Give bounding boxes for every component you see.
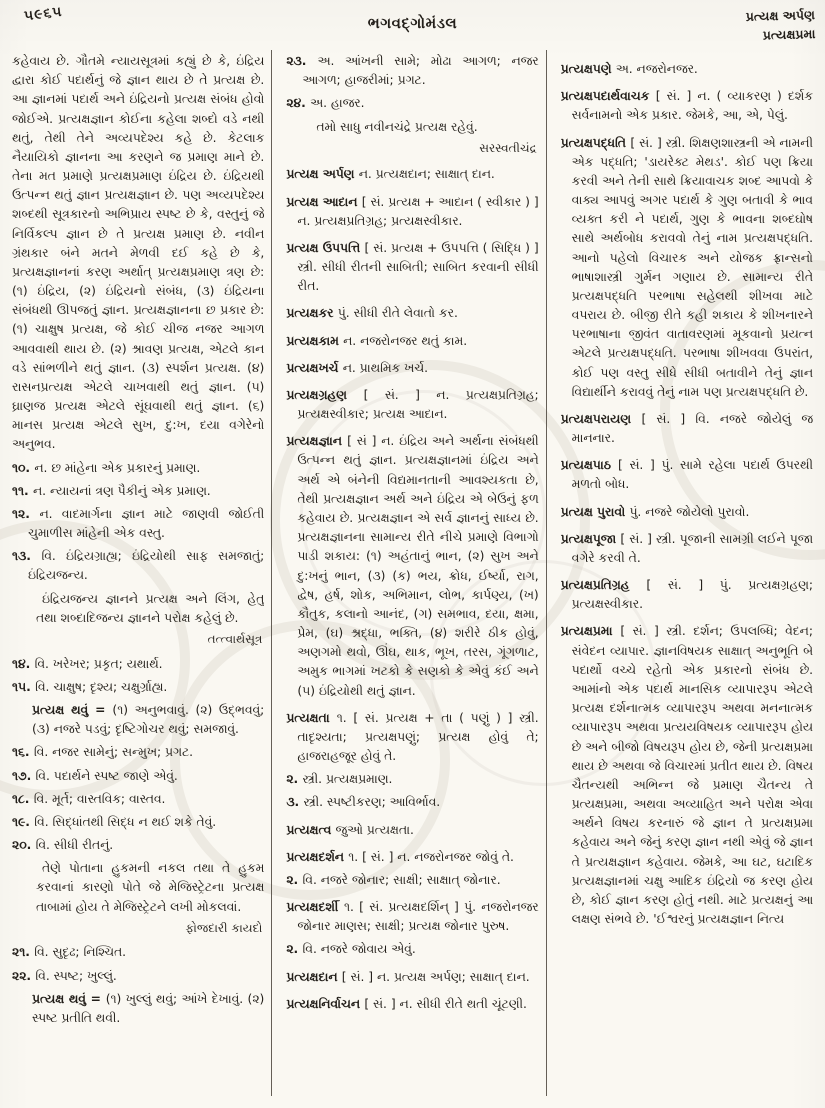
block-entry: પ્રત્યક્ષતા ૧. [ સં. પ્રત્યક્ષ + તા ( પણું ) ] સ્ત્રી. તાદૃશ્યતા; પ્રત્યક્ષપણું; પ્રત્યક્ષ હોવું તે; હાજરાહજૂર હોવું તે. — [286, 710, 539, 764]
page-number: ૫૯૬૫ — [23, 3, 64, 25]
block-sense: ૧૬. વિ. નજર સામેનું; સન્મુખ; પ્રગટ. — [12, 745, 194, 760]
block-quote: ઇંદ્રિયજન્ય જ્ઞાનને પ્રત્યક્ષ અને લિંગ, હેતુ તથા શબ્દાદિજન્ય જ્ઞાનને પરોક્ષ કહેલું છે. — [36, 591, 265, 625]
headword: પ્રત્યક્ષકર — [286, 306, 338, 321]
block-attribution: તત્ત્વાર્થસૂત્ર — [207, 631, 263, 646]
block-entry: પ્રત્યક્ષ પુરાવો પું. નજરે જોયેલો પુરાવો. — [560, 504, 750, 519]
headword: પ્રત્યક્ષ પુરાવો — [560, 504, 630, 519]
sense-number: ૩. — [286, 795, 304, 810]
block-attribution: સરસ્વતીચંદ્ર — [479, 140, 537, 155]
sense-number: ૧૬. — [12, 745, 34, 760]
sense-number: ૧૫. — [12, 679, 36, 694]
sense-number: ૧૦. — [12, 460, 35, 475]
block-sense: ૧૧. ન. ન્યાયનાં ત્રણ પૈકીનું એક પ્રમાણ. — [12, 483, 211, 498]
block-sense: ૧૪. વિ. ખરેખર; પ્રકૃત; યથાર્થ. — [12, 656, 163, 671]
block-entry: પ્રત્યક્ષખર્ચ ન. પ્રાથમિક ખર્ચ. — [286, 360, 428, 375]
sense-number: ૨૧. — [12, 945, 35, 960]
block-sense: ૨૧. વિ. સુદૃઢ; નિશ્ચિત. — [12, 945, 127, 960]
guide-word-bottom: પ્રત્યક્ષપ્રમા — [762, 26, 816, 43]
guide-words — [745, 5, 815, 46]
sense-number: ૨૨. — [12, 968, 36, 983]
headword: પ્રત્યક્ષનિર્વાચન — [286, 996, 365, 1011]
headword: પ્રત્યક્ષપદાર્થવાચક — [560, 89, 656, 104]
block-para: કહેવાય છે. ગૌતમે ન્યાયસૂત્રમાં કહ્યું છે કે, ઇંદ્રિય દ્વારા કોઈ પદાર્થનું જે જ્ઞાન થાય છે તે પ્રત્યક્ષ છે. આ જ્ઞાનમાં પદાર્થ અને ઇંદ્રિયનો પ્રત્યક્ષ સંબંધ હોવો જોઈએ. પ્રત્યક્ષજ્ઞાન કોઈના કહેલા શબ્દો વડે નથી થતું, તેથી તેને અવ્યપદેશ્ય કહે છે. કેટલાક નૈયાયિકો જ્ઞાનના આ કરણને જ પ્રમાણ માને છે. તેના મત પ્રમાણે પ્રત્યક્ષપ્રમાણ ઇંદ્રિય છે. ઇંદ્રિયથી ઉત્પન્ન થતું જ્ઞાન પ્રત્યક્ષજ્ઞાન છે. પણ અવ્યપદેશ્ય શબ્દથી સૂત્રકારનો અભિપ્રાય સ્પષ્ટ છે કે, વસ્તુનું જે નિર્વિકલ્પ જ્ઞાન છે તે પ્રત્યક્ષ પ્રમાણ છે. નવીન ગ્રંથકાર બંને મતને મેળવી દઈ કહે છે કે, પ્રત્યક્ષજ્ઞાનનાં કરણ અર્થાત્ પ્રત્યક્ષપ્રમાણ ત્રણ છે: (૧) ઇંદ્રિય, (૨) ઇંદ્રિયનો સંબંધ, (૩) ઇંદ્રિયના સંબંધથી ઊપજતું જ્ઞાન. પ્રત્યક્ષજ્ઞાનના છ પ્રકાર છે: (૧) ચાક્ષુષ પ્રત્યક્ષ, જે કોઈ ચીજ નજર આગળ આવવાથી થાય છે. (૨) શ્રાવણ પ્રત્યક્ષ, એટલે કાન વડે સાંભળીને થતું જ્ઞાન. (૩) સ્પર્શન પ્રત્યક્ષ. (૪) રાસનપ્રત્યક્ષ એટલે ચાખવાથી થતું જ્ઞાન. (૫) ઘ્રાણજ પ્રત્યક્ષ એટલે સૂંઘવાથી થતું જ્ઞાન. (૬) માનસ પ્રત્યક્ષ એટલે સુખ, દુ:ખ, દયા વગેરેનો અનુભવ. — [12, 54, 265, 452]
block-sense: ૨. વિ. નજરે જોવાય એવું. — [286, 942, 416, 957]
block-idiom: પ્રત્યક્ષ થવું = (૧) ખુલ્લું થવું; આંખે દેખાવું. (૨) સ્પષ્ટ પ્રતીતિ થવી. — [32, 991, 265, 1025]
block-sense: ૧૭. વિ. પદાર્થને સ્પષ્ટ જાણે એવું. — [12, 768, 178, 783]
block-entry: પ્રત્યક્ષનિર્વાચન [ સં. ] ન. સીધી રીતે થતી ચૂંટણી. — [286, 996, 527, 1011]
block-entry: પ્રત્યક્ષદર્શન ૧. [ સં. ] ન. નજરોનજર જોવું તે. — [286, 849, 514, 864]
block-sense: ૨૩. અ. આંખની સામે; મોઢા આગળ; નજર આગળ; હાજરીમાં; પ્રગટ. — [286, 54, 539, 88]
sense-number: ૧૪. — [12, 656, 35, 671]
sense-number: ૧૨. — [12, 506, 40, 521]
page-title: ભગવદ્ગોમંડલ — [367, 14, 458, 32]
headword: પ્રત્યક્ષપરાયણ — [560, 411, 642, 426]
sense-number: ૧૯. — [12, 814, 35, 829]
sense-number: ૧૭. — [12, 768, 36, 783]
block-sense: ૩. સ્ત્રી. સ્પષ્ટીકરણ; આવિર્ભાવ. — [286, 795, 441, 810]
sense-number: ૧૩. — [12, 549, 42, 564]
column-1 — [12, 52, 264, 1098]
headword: પ્રત્યક્ષદર્શન — [286, 849, 349, 864]
block-sense: ૧૩. વિ. ઇંદ્રિયગ્રાહ્ય; ઇંદ્રિયોથી સાફ સમજાતું; ઇંદ્રિયજન્ય. — [12, 549, 265, 583]
block-entry: પ્રત્યક્ષપણે અ. નજરોનજર. — [560, 62, 698, 76]
block-entry: પ્રત્યક્ષપ્રતિગ્રહ [ સં. ] પું. પ્રત્યક્ષગ્રહણ; પ્રત્યક્ષસ્વીકાર. — [560, 578, 813, 612]
headword: પ્રત્યક્ષ આદાન — [286, 194, 362, 209]
sense-number: ૧૧. — [12, 483, 34, 498]
block-sense: ૨૪. અ. હાજર. — [286, 96, 365, 111]
idiom-lead: પ્રત્યક્ષ થવું = — [32, 991, 106, 1006]
sense-number: ૨. — [286, 872, 303, 887]
columns — [12, 52, 813, 1098]
idiom-lead: પ્રત્યક્ષ થવું = — [32, 703, 113, 718]
block-entry: પ્રત્યક્ષપરાયણ [ સં. ] વિ. નજરે જોયેલું જ માનનાર. — [560, 411, 813, 446]
block-sense: ૧૨. ન. વાદમાર્ગના જ્ઞાન માટે જાણવી જોઈતી ચુમાળીસ માંહેની એક વસ્તુ. — [12, 506, 265, 541]
block-entry: પ્રત્યક્ષત્વ જુઓ પ્રત્યક્ષતા. — [286, 822, 414, 837]
block-entry: પ્રત્યક્ષજ્ઞાન [ સં ] ન. ઇંદ્રિય અને અર્થના સંબંધથી ઉત્પન્ન થતું જ્ઞાન. પ્રત્યક્ષજ્ઞાનમાં ઇંદ્રિય અને અર્થ એ બંનેની વિદ્યમાનતાની આવશ્યકતા છે, તેથી પ્રત્યક્ષજ્ઞાન અર્થ અને ઇંદ્રિય એ બેઉનું ફળ કહેવાય છે. પ્રત્યક્ષજ્ઞાન એ સર્વ જ્ઞાનનું સાધ્ય છે. પ્રત્યક્ષજ્ઞાનના સામાન્ય રીતે નીચે પ્રમાણે વિભાગો પાડી શકાય: (૧) અહંતાનું ભાન, (૨) સુખ અને દુ:ખનું ભાન, (૩) (ક) ભય, ક્રોધ, ઈર્ષ્યા, રાગ, દ્વેષ, હર્ષ, શોક, અભિમાન, લોભ, કાર્પણ્ય, (ખ) કૌતુક, કલાનો આનંદ, (ગ) સમભાવ, દયા, ક્ષમા, પ્રેમ, (ઘ) શ્રદ્ધા, ભક્તિ, (૪) શરીરે ઠીક હોવું, અણગમો થવો, ઊંઘ, થાક, ભૂખ, તરસ, ગૂંગળાટ, અમુક ભાગમાં ખટકો કે સણકો કે એવું કંઈ અને (૫) ઇંદ્રિયોથી થતું જ્ઞાન. — [286, 434, 539, 698]
sense-number: ૨૪. — [286, 96, 311, 111]
block-sense: ૨. વિ. નજરે જોનાર; સાક્ષી; સાક્ષાત્ જોનાર. — [286, 872, 501, 887]
headword: પ્રત્યક્ષ ઉપપત્તિ — [286, 240, 365, 255]
block-entry: પ્રત્યક્ષકર પું. સીધી રીતે લેવાતો કર. — [286, 306, 458, 321]
headword: પ્રત્યક્ષ અર્પણ — [286, 167, 359, 182]
block-sense: ૧૦. ન. છ માંહેના એક પ્રકારનું પ્રમાણ. — [12, 460, 201, 475]
block-entry: પ્રત્યક્ષદાન [ સં. ] ન. પ્રત્યક્ષ અર્પણ; સાક્ષાત્ દાન. — [286, 969, 530, 984]
guide-word-top: પ્રત્યક્ષ અર્પણ — [745, 7, 815, 24]
headword: પ્રત્યક્ષતા — [286, 710, 337, 725]
block-attribution: ફોજદારી કાયદો — [185, 920, 263, 935]
sense-number: ૨. — [286, 772, 303, 787]
block-quote: તેણે પોતાના હુકમની નકલ તથા તે હુકમ કરવાનાં કારણો પોતે જે મેજિસ્ટ્રેટના પ્રત્યક્ષ તાબામાં હોય તે મેજિસ્ટ્રેટને લખી મોકલવાં. — [36, 861, 265, 914]
block-sense: ૧૯. વિ. સિદ્ધાંતથી સિદ્ધ ન થઈ શકે તેવું. — [12, 814, 217, 829]
sense-number: ૨૦. — [12, 838, 36, 853]
sense-number: ૧૮. — [12, 791, 34, 806]
sense-number: ૨૩. — [286, 54, 318, 68]
block-entry: પ્રત્યક્ષપાઠ [ સં. ] પું. સામે રહેલા પદાર્થ ઉપરથી મળતો બોધ. — [560, 458, 813, 492]
headword: પ્રત્યક્ષદાન — [286, 969, 342, 984]
column-3 — [561, 52, 813, 1098]
block-quote: તમો સાધુ નવીનચંદ્રે પ્રત્યક્ષ રહેવું. — [316, 119, 478, 134]
block-entry: પ્રત્યક્ષપદાર્થવાચક [ સં. ] ન. ( વ્યાકરણ ) દર્શક સર્વનામનો એક પ્રકાર. જેમકે, આ, એ, પેલું. — [560, 89, 813, 123]
block-sense: ૧૮. વિ. મૂર્ત; વાસ્તવિક; વાસ્તવ. — [12, 791, 166, 806]
block-idiom: પ્રત્યક્ષ થવું = (૧) અનુભવાવું. (૨) ઉદ્ભવવું; (૩) નજરે પડવું; દૃષ્ટિગોચર થવું; સમજાવું. — [32, 703, 265, 737]
headword: પ્રત્યક્ષજ્ઞાન — [286, 434, 348, 449]
headword: પ્રત્યક્ષપાઠ — [560, 458, 618, 473]
headword: પ્રત્યક્ષપદ્ધતિ — [560, 135, 631, 150]
block-entry: પ્રત્યક્ષપ્રમા [ સં. ] સ્ત્રી. દર્શન; ઉપલબ્ધિ; વેદન; સંવેદન વ્યાપાર. જ્ઞાનવિષયક સાક્ષાત્ અનુભૂતિ બે પદાર્થો વચ્ચે રહેતો એક પ્રકારનો સંબંધ છે. આમાંનો એક પદાર્થ માનસિક વ્યાપારરૂપ એટલે પ્રત્યક્ષ દર્શનાત્મક વ્યાપારરૂપ અથવા મનનાત્મક વ્યાપારરૂપ અથવા પ્રત્યયવિષયક વ્યાપારરૂપ હોય છે અને બીજો વિષયરૂપ હોય છે, જેની પ્રત્યક્ષપ્રમા થાય છે અથવા જે વિચારમાં પ્રતીત થાય છે. વિષય ચૈતન્યથી અભિન્ન જે પ્રમાણ ચૈતન્ય તે પ્રત્યક્ષપ્રમા, અથવા અવ્યાહિત અને પરોક્ષ એવા અર્થને વિષય કરનારું જે જ્ઞાન તે પ્રત્યક્ષપ્રમા કહેવાય અને જેનું કરણ જ્ઞાન નથી એવું જે જ્ઞાન તે પ્રત્યક્ષજ્ઞાન કહેવાય. જેમકે, આ ઘટ, ઘટાદિક પ્રત્યક્ષજ્ઞાનમાં ચક્ષુ આદિક ઇંદ્રિયો જ કરણ હોય છે, કોઈ જ્ઞાન કરણ હોતું નથી. માટે પ્રત્યક્ષનું આ લક્ષણ સંભવે છે. 'ઈશ્વરનું પ્રત્યક્ષજ્ઞાન નિત્ય — [560, 624, 813, 927]
block-entry: પ્રત્યક્ષપદ્ધતિ [ સં. ] સ્ત્રી. શિક્ષણશાસ્ત્રની એ નામની એક પદ્ધતિ; 'ડાયરેક્ટ મેથડ'. કોઈ પણ ક્રિયા કરવી અને તેની સાથે ક્રિયાવાચક શબ્દ આપવો કે વાક્ય આપવું અગર પદાર્થ કે ગુણ બતાવી કે ભાવ વ્યક્ત કરી ને પદાર્થ, ગુણ કે ભાવના શબ્દઘોષ સાથે અર્થબોધ કરાવવો તેનું નામ પ્રત્યક્ષપદ્ધતિ. આનો પહેલો વિચારક અને યોજક ફ્રાન્સનો ભાષાશાસ્ત્રી ગુર્મન ગણાય છે. સામાન્ય રીતે પ્રત્યક્ષપદ્ધતિ પરભાષા સહેલથી શીખવા માટે વપરાય છે. બીજી રીતે કહી શકાય કે શીખનારને પરભાષાના જીવંત વાતાવરણમાં મૂકવાનો પ્રયત્ન એટલે પ્રત્યક્ષપદ્ધતિ. પરભાષા શીખવવા ઉપરાંત, કોઈ પણ વસ્તુ સીધે સીધી બતાવીને તેનું જ્ઞાન વિદ્યાર્થીને કરાવવું તેનું નામ પણ પ્રત્યક્ષપદ્ધતિ છે. — [560, 135, 813, 399]
block-entry: પ્રત્યક્ષકામ ન. નજરોનજર થતું કામ. — [286, 333, 468, 348]
block-entry: પ્રત્યક્ષ અર્પણ ન. પ્રત્યક્ષદાન; સાક્ષાત્ દાન. — [286, 167, 495, 182]
column-2 — [286, 52, 538, 1098]
block-entry: પ્રત્યક્ષપૂજા [ સં. ] સ્ત્રી. પૂજાની સામગ્રી લઈને પૂજા વગેરે કરવી તે. — [560, 531, 813, 565]
headword: પ્રત્યક્ષપ્રમા — [560, 624, 621, 639]
headword: પ્રત્યક્ષકામ — [286, 333, 344, 348]
headword: પ્રત્યક્ષગ્રહણ — [286, 387, 364, 402]
block-entry: પ્રત્યક્ષગ્રહણ [ સં. ] ન. પ્રત્યક્ષપ્રતિગ્રહ; પ્રત્યક્ષસ્વીકાર; પ્રત્યક્ષ આદાન. — [286, 387, 539, 422]
headword: પ્રત્યક્ષપ્રતિગ્રહ — [560, 578, 647, 593]
block-entry: પ્રત્યક્ષદર્શી ૧. [ સં. પ્રત્યક્ષદર્શિન્ ] પું. નજરોનજર જોનાર માણસ; સાક્ષી; પ્રત્યક્ષ જોનાર પુરુષ. — [286, 900, 539, 934]
block-sense: ૨૨. વિ. સ્પષ્ટ; ખુલ્લું. — [12, 968, 117, 983]
block-entry: પ્રત્યક્ષ આદાન [ સં. પ્રત્યક્ષ + આદાન ( સ્વીકાર ) ] ન. પ્રત્યક્ષપ્રતિગ્રહ; પ્રત્યક્ષસ્વીકાર. — [286, 194, 539, 228]
headword: પ્રત્યક્ષત્વ — [286, 822, 336, 837]
headword: પ્રત્યક્ષપણે — [560, 62, 616, 76]
headword: પ્રત્યક્ષદર્શી — [286, 900, 344, 915]
headword: પ્રત્યક્ષપૂજા — [560, 531, 621, 546]
headword: પ્રત્યક્ષખર્ચ — [286, 360, 343, 375]
block-entry: પ્રત્યક્ષ ઉપપત્તિ [ સં. પ્રત્યક્ષ + ઉપપત્તિ ( સિદ્ધિ ) ] સ્ત્રી. સીધી રીતની સાબિતી; સાબિત કરવાની સીધી રીત. — [286, 240, 539, 294]
sense-number: ૨. — [286, 942, 303, 957]
block-sense: ૧૫. વિ. ચાક્ષુષ; દૃશ્ય; ચક્ષુર્ગ્રાહ્ય. — [12, 679, 168, 694]
block-sense: ૨. સ્ત્રી. પ્રત્યક્ષપ્રમાણ. — [286, 772, 393, 787]
block-sense: ૨૦. વિ. સીધી રીતનું. — [12, 838, 114, 853]
